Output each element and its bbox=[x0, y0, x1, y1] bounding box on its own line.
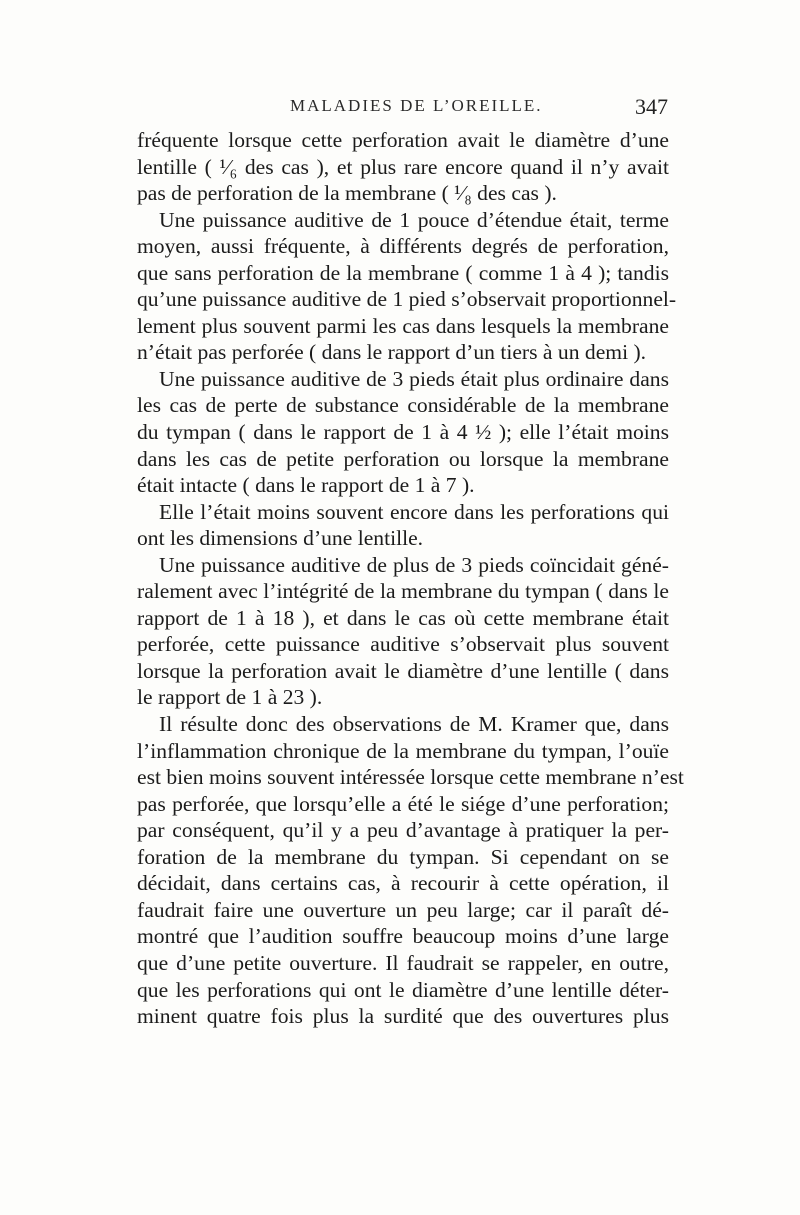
text-line: dans les cas de petite perforation ou lorsque la membrane bbox=[137, 446, 669, 471]
text-line: lement plus souvent parmi les cas dans lesquels la membrane bbox=[137, 313, 669, 338]
running-title: MALADIES DE L’OREILLE. bbox=[290, 96, 543, 115]
text-line: ralement avec l’intégrité de la membrane du tympan ( dans le bbox=[137, 579, 669, 604]
text-line: était intacte ( dans le rapport de 1 à 7 ). bbox=[137, 473, 475, 498]
text-line: Elle l’était moins souvent encore dans les perforations qui bbox=[159, 499, 669, 524]
text-line: pas de perforation de la membrane ( ¹⁄₈ des cas ). bbox=[137, 181, 557, 206]
text-line: fréquente lorsque cette perforation avait le diamètre d’une bbox=[137, 128, 669, 152]
text-line: Une puissance auditive de 3 pieds était plus ordinaire dans bbox=[159, 366, 669, 391]
text-line: Il résulte donc des observations de M. Kramer que, dans bbox=[159, 712, 669, 737]
text-line: que d’une petite ouverture. Il faudrait se rappeler, en outre, bbox=[137, 950, 669, 975]
text-line: par conséquent, qu’il y a peu d’avantage à pratiquer la per- bbox=[137, 818, 669, 843]
text-line: est bien moins souvent intéressée lorsque cette membrane n’est bbox=[137, 765, 684, 790]
text-line: du tympan ( dans le rapport de 1 à 4 ½ ); elle l’était moins bbox=[137, 420, 669, 445]
text-line: Une puissance auditive de 1 pouce d’étendue était, terme bbox=[159, 207, 669, 232]
text-line: ont les dimensions d’une lentille. bbox=[137, 526, 424, 551]
text-line: que sans perforation de la membrane ( comme 1 à 4 ); tandis bbox=[137, 260, 669, 285]
text-line: qu’une puissance auditive de 1 pied s’observait proportionnel- bbox=[137, 287, 677, 312]
text-line: n’était pas perforée ( dans le rapport d’un tiers à un demi ). bbox=[137, 340, 647, 365]
running-head bbox=[140, 96, 668, 126]
text-line: foration de la membrane du tympan. Si cependant on se bbox=[137, 844, 669, 869]
text-line: minent quatre fois plus la surdité que des ouvertures plus bbox=[137, 1004, 669, 1029]
text-line: lorsque la perforation avait le diamètre d’une lentille ( dans bbox=[137, 658, 669, 683]
page-number: 347 bbox=[635, 94, 668, 119]
text-line: lentille ( ¹⁄₆ des cas ), et plus rare encore quand il n’y avait bbox=[137, 154, 669, 179]
text-line: l’inflammation chronique de la membrane du tympan, l’ouïe bbox=[137, 738, 669, 763]
text-line: décidait, dans certains cas, à recourir à cette opération, il bbox=[137, 871, 669, 896]
body-text bbox=[137, 127, 684, 1030]
text-line: faudrait faire une ouverture un peu large; car il paraît dé- bbox=[137, 897, 669, 922]
text-line: rapport de 1 à 18 ), et dans le cas où cette membrane était bbox=[137, 605, 669, 630]
text-line: le rapport de 1 à 23 ). bbox=[137, 685, 323, 710]
text-line: montré que l’audition souffre beaucoup moins d’une large bbox=[137, 924, 669, 949]
text-line: moyen, aussi fréquente, à différents degrés de perforation, bbox=[137, 234, 669, 259]
text-line: que les perforations qui ont le diamètre d’une lentille déter- bbox=[137, 977, 669, 1002]
text-line: pas perforée, que lorsqu’elle a été le siége d’une perforation; bbox=[137, 791, 669, 816]
text-line: perforée, cette puissance auditive s’observait plus souvent bbox=[137, 632, 669, 657]
text-line: les cas de perte de substance considérable de la membrane bbox=[137, 393, 669, 418]
text-line: Une puissance auditive de plus de 3 pieds coïncidait géné- bbox=[159, 552, 669, 577]
